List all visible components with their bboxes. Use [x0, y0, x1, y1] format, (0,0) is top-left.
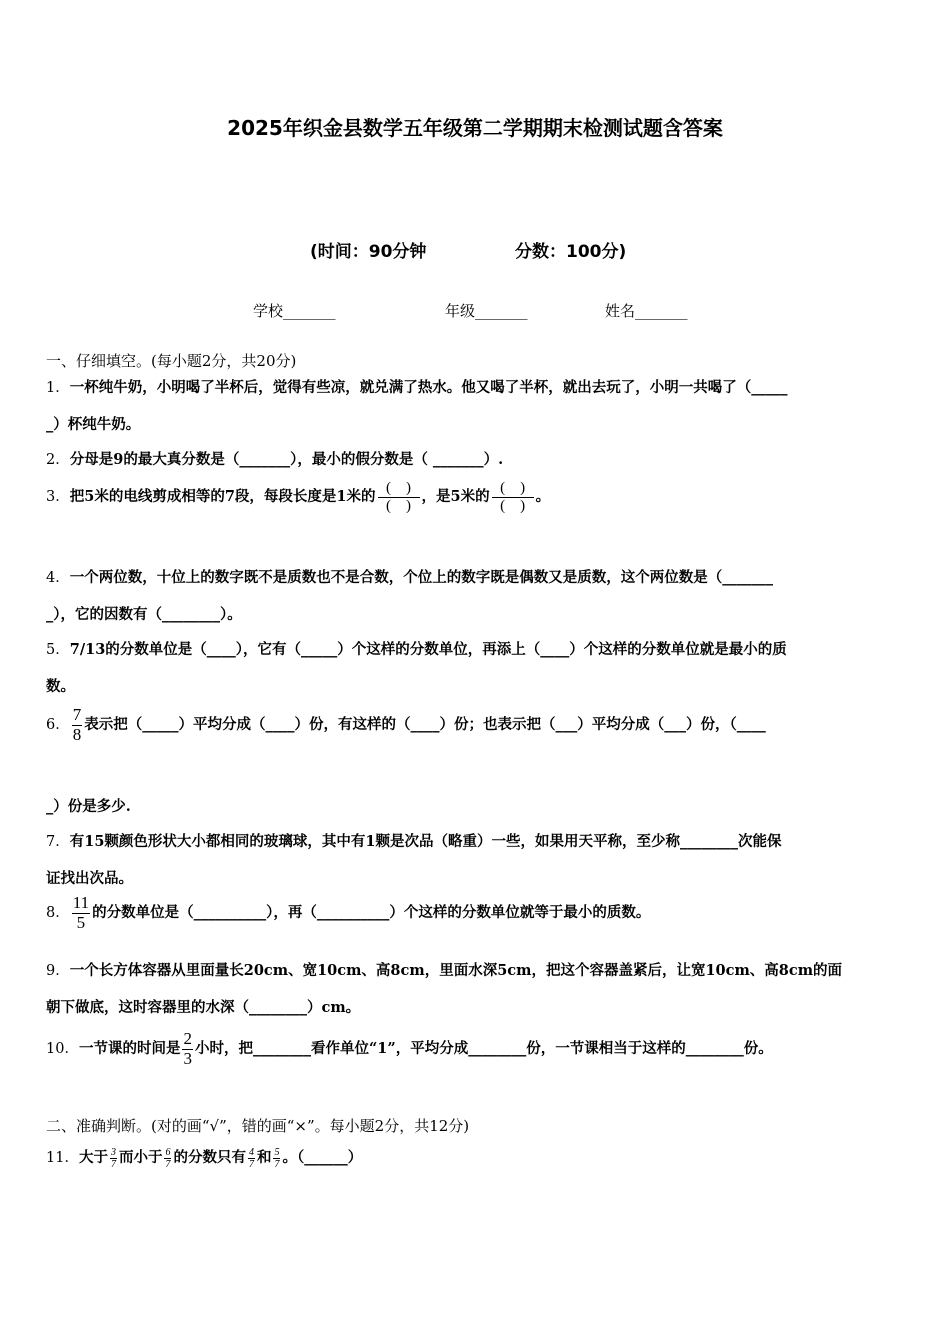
question-7 — [46, 830, 782, 851]
fraction: $\frac{3}{7}$ — [110, 1146, 116, 1170]
question-4 — [46, 566, 773, 587]
question-7-continued: 证找出次品。 — [46, 870, 133, 887]
question-number: 2． — [46, 452, 70, 468]
question-number: 5． — [46, 642, 70, 658]
question-5-continued: 数。 — [46, 678, 75, 695]
grade-field: 年级_______ — [445, 302, 528, 320]
question-number: 1． — [46, 380, 70, 396]
exam-score: 分数：100分) — [515, 242, 627, 262]
question-number: 7． — [46, 834, 70, 850]
question-text: 把5米的电线剪成相等的7段，每段长度是1米的 — [69, 488, 376, 505]
question-text: 一杯纯牛奶，小明喝了半杯后，觉得有些凉，就兑满了热水。他又喝了半杯，就出去玩了，小明一共喝了（_____ — [69, 379, 788, 396]
fraction: $\frac{4}{7}$ — [248, 1146, 254, 1170]
fraction: $\frac{11}{5}$ — [72, 893, 90, 932]
blank-fraction: ( ) ( ) — [378, 480, 420, 514]
question-text: 表示把（_____）平均分成（____）份，有这样的（____）份；也表示把（___）平均分成（___）份，（____ — [84, 716, 766, 734]
question-8 — [46, 894, 650, 932]
blank-fraction: ( ) ( ) — [492, 480, 534, 514]
question-text: 一个长方体容器从里面量长20cm、宽10cm、高8cm，里面水深5cm，把这个容器盖紧后，让宽10cm、高8cm的面 — [69, 962, 843, 979]
question-number: 3． — [46, 489, 70, 505]
question-11: 11．大于 $\frac{3}{7}$ 而小于 $\frac{6}{7}$ 的分数只有 $\frac{4}{7}$ 和 $\frac{5}{7}$ 。（______） — [46, 1146, 363, 1170]
fraction: $\frac{2}{3}$ — [183, 1029, 192, 1068]
question-number: 4． — [46, 570, 70, 586]
question-9-continued: 朝下做底，这时容器里的水深（________）cm。 — [46, 999, 361, 1016]
fraction: $\frac{5}{7}$ — [274, 1146, 280, 1170]
exam-time: (时间：90分钟 — [310, 242, 427, 262]
question-text: 分母是9的最大真分数是（_______），最小的假分数是（ _______）. — [69, 451, 504, 468]
question-6-continued: _）份是多少. — [46, 798, 131, 815]
fraction: $\frac{7}{8}$ — [72, 705, 82, 744]
question-5 — [46, 638, 787, 659]
question-1 — [46, 376, 787, 397]
question-text: 小时，把________看作单位“1”，平均分成________份，一节课相当于这样的________份。 — [194, 1040, 773, 1058]
question-6 — [46, 706, 766, 744]
name-field: 姓名_______ — [605, 302, 688, 320]
question-text: 一个两位数，十位上的数字既不是质数也不是合数，个位上的数字既是偶数又是质数，这个两位数是（_______ — [69, 569, 773, 586]
section-1-heading: 一、仔细填空。(每小题2分，共20分) — [46, 352, 297, 370]
question-9 — [46, 959, 842, 980]
question-text: 7/13的分数单位是（____），它有（_____）个这样的分数单位，再添上（____）个这样的分数单位就是最小的质 — [69, 641, 787, 658]
page-title: 2025年织金县数学五年级第二学期期末检测试题含答案 — [227, 116, 723, 140]
question-number: 11． — [46, 1150, 79, 1166]
question-number: 6． — [46, 717, 70, 734]
fraction: $\frac{6}{7}$ — [165, 1146, 171, 1170]
question-10: 10．一节课的时间是 $\frac{2}{3}$ 小时，把________看作单位“1”，平均分成________份，一节课相当于这样的________份。 — [46, 1029, 773, 1068]
question-4-continued: _），它的因数有（________）。 — [46, 606, 242, 623]
question-text: 的分数单位是（__________），再（__________）个这样的分数单位就等于最小的质数。 — [92, 904, 651, 922]
school-field: 学校_______ — [253, 302, 336, 320]
question-text: 有15颗颜色形状大小都相同的玻璃球，其中有1颗是次品（略重）一些，如果用天平称，至少称________次能保 — [69, 833, 782, 850]
question-number: 9． — [46, 963, 70, 979]
question-number: 10． — [46, 1041, 79, 1058]
question-2 — [46, 448, 503, 469]
question-number: 8． — [46, 905, 70, 922]
section-2-heading: 二、准确判断。(对的画“√”，错的画“×”。每小题2分，共12分) — [46, 1117, 470, 1135]
question-3: 3．把5米的电线剪成相等的7段，每段长度是1米的 ( ) ( ) ，是5米的 ( ) ( ) 。 — [46, 480, 551, 514]
question-1-continued: _）杯纯牛奶。 — [46, 416, 141, 433]
